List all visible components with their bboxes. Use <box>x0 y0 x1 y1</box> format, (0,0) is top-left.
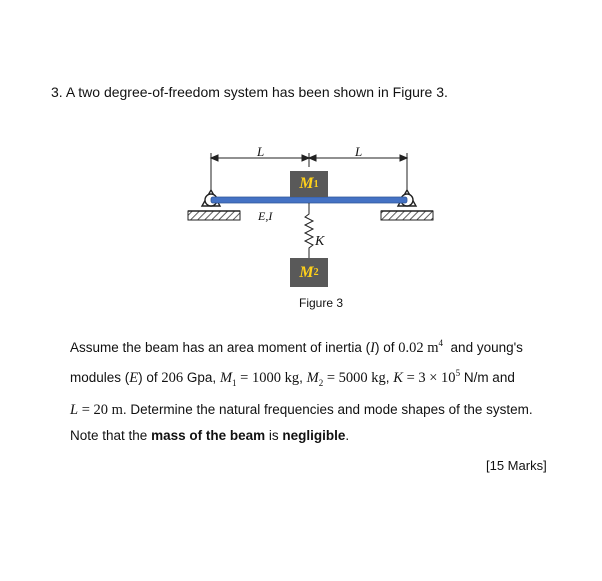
statement-line-2 <box>70 361 570 396</box>
statement-line-3 <box>70 397 570 424</box>
text-span: and young's <box>443 339 523 355</box>
marks-label: [15 Marks] <box>486 458 547 473</box>
subscript: 1 <box>232 378 237 389</box>
text-span: is <box>265 428 283 444</box>
mass-1-subscript: 1 <box>313 178 319 190</box>
symbol-youngs-modulus: E <box>129 370 139 387</box>
stiffness-exponent: 5 <box>455 368 461 379</box>
spring-label: K <box>315 234 325 249</box>
mass-2-block <box>290 258 328 287</box>
text-span: N/m and <box>460 370 515 386</box>
beam-diagram-svg <box>185 140 440 315</box>
text-span: modules ( <box>70 370 130 386</box>
emphasis-mass-of-beam: mass of the beam <box>151 428 266 444</box>
symbol-m: M <box>219 370 233 387</box>
mass-1-equation <box>219 370 300 389</box>
statement-line-4 <box>70 423 570 449</box>
subscript: 2 <box>318 378 324 389</box>
youngs-modulus-value: 206 <box>161 370 184 387</box>
text-span: Note that the <box>70 428 152 444</box>
text-span: , <box>385 370 394 386</box>
inertia-value-text: 0.02 m <box>398 339 439 356</box>
text-span: ) of <box>375 339 399 355</box>
symbol-m: M <box>306 370 319 387</box>
inertia-exponent: 4 <box>438 338 444 348</box>
statement-line-1 <box>70 331 570 361</box>
mass-2-value: = 5000 kg <box>323 370 386 387</box>
symbol-k: K <box>393 370 403 387</box>
mass-1-block <box>290 171 328 197</box>
question-text: A two degree-of-freedom system has been shown in Figure 3. <box>65 84 448 100</box>
figure-3-beam-diagram <box>185 140 440 315</box>
symbol-inertia: I <box>370 339 375 356</box>
beam-properties-label: E,I <box>258 209 273 223</box>
mass-1-value: = 1000 kg <box>236 370 300 387</box>
beam <box>211 197 407 203</box>
right-pin-support <box>381 190 433 220</box>
text-span: . <box>345 428 350 444</box>
spring <box>305 203 313 258</box>
text-span: Assume the beam has an area moment of inertia ( <box>70 339 371 355</box>
text-span: Gpa, <box>183 370 220 386</box>
inertia-value <box>398 340 443 356</box>
figure-caption: Figure 3 <box>299 296 344 310</box>
left-pin-support <box>188 190 240 220</box>
question-title <box>51 84 448 100</box>
mass-2-symbol: M <box>299 263 314 281</box>
mass-2-equation <box>306 370 386 389</box>
mass-1-symbol: M <box>299 175 314 192</box>
problem-statement <box>70 331 570 449</box>
length-label-right: L <box>355 144 363 159</box>
text-span: ) of <box>138 370 162 386</box>
text-span: . Determine the natural frequencies and mode shapes of the system. <box>122 401 533 417</box>
emphasis-negligible: negligible <box>282 428 346 444</box>
mass-2-subscript: 2 <box>313 267 319 278</box>
text-span: , <box>299 370 307 386</box>
stiffness-equation <box>393 370 460 386</box>
stiffness-value: = 3 × 10 <box>402 370 456 387</box>
question-number: 3. <box>51 84 63 100</box>
symbol-l: L <box>70 401 79 418</box>
length-label-left: L <box>257 144 265 159</box>
length-value: = 20 m <box>78 401 123 418</box>
length-equation <box>70 402 123 418</box>
